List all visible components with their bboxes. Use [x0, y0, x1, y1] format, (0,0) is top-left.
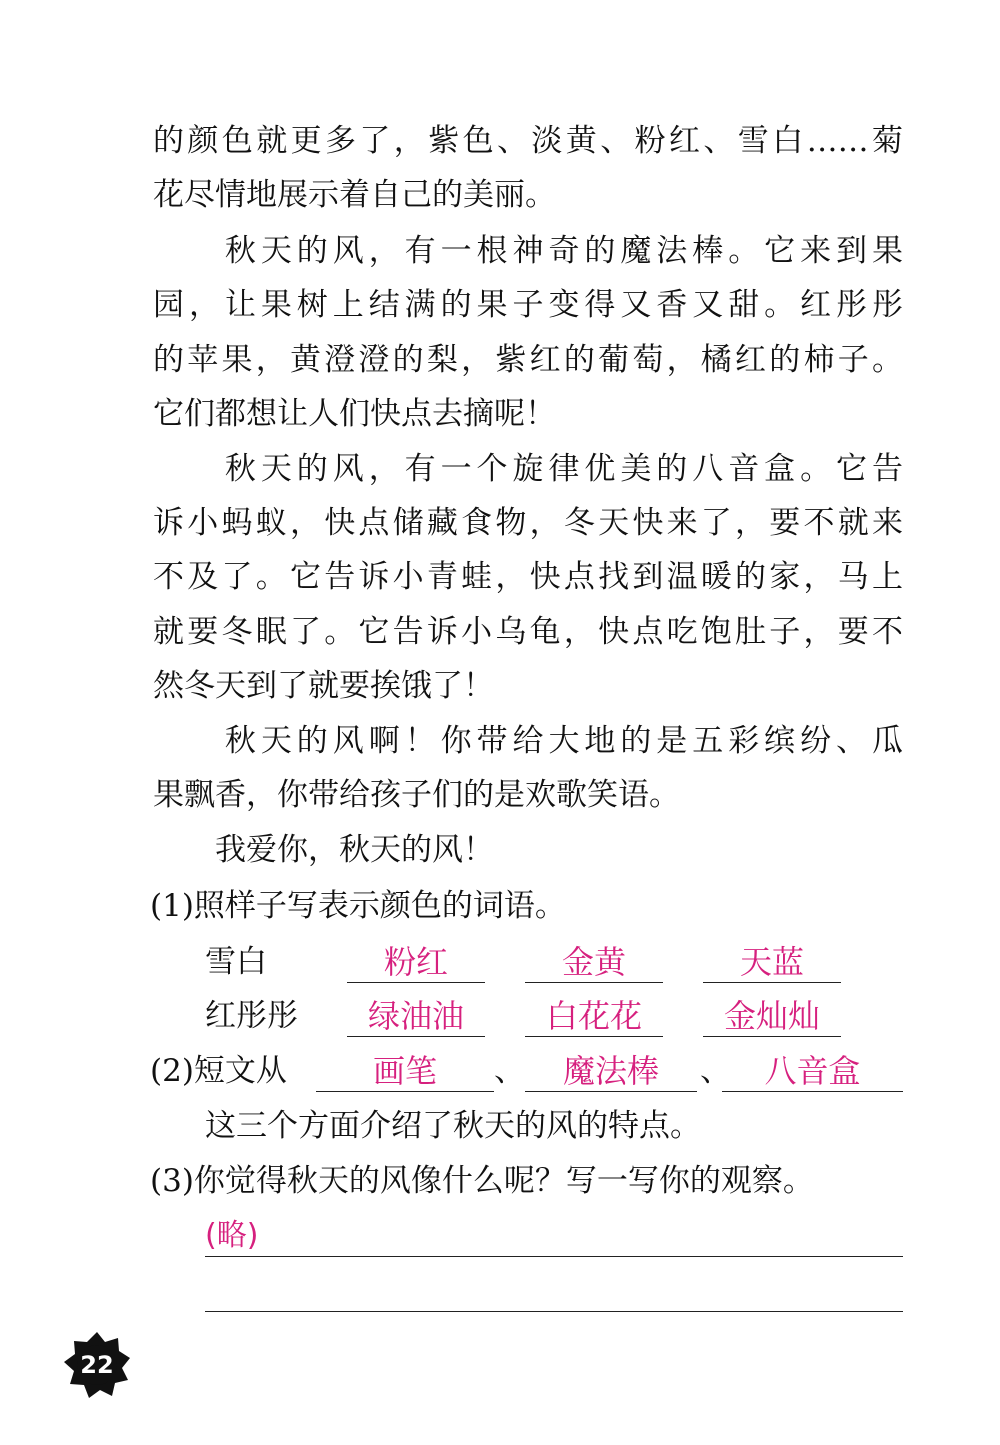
- q2-answer-field[interactable]: 魔法棒: [525, 1051, 697, 1092]
- page-number: 22: [80, 1351, 114, 1379]
- q1-row1-label: 雪白: [205, 944, 267, 980]
- passage-line: 的苹果，黄澄澄的梨，紫红的葡萄，橘红的柿子。: [153, 342, 903, 378]
- passage-line: 花尽情地展示着自己的美丽。: [153, 177, 556, 213]
- passage-line: 我爱你，秋天的风！: [153, 832, 494, 868]
- q1-answer-field[interactable]: 天蓝: [703, 942, 841, 983]
- passage-line: 就要冬眠了。它告诉小乌龟，快点吃饱肚子，要不: [153, 614, 903, 650]
- q3-answer: (略): [205, 1218, 259, 1253]
- passage-line: 园，让果树上结满的果子变得又香又甜。红彤彤: [153, 287, 903, 323]
- q1-answer-field[interactable]: 金灿灿: [703, 996, 841, 1037]
- q2-separator: 、: [494, 1053, 525, 1089]
- q2-prefix: (2)短文从: [150, 1053, 287, 1089]
- passage-line: 然冬天到了就要挨饿了！: [153, 668, 494, 704]
- q2-answer-field[interactable]: 八音盒: [722, 1051, 903, 1092]
- passage-line: 秋天的风啊！你带给大地的是五彩缤纷、瓜: [153, 723, 903, 759]
- passage-line: 诉小蚂蚁，快点储藏食物，冬天快来了，要不就来: [153, 505, 903, 541]
- q3-prompt: (3)你觉得秋天的风像什么呢？写一写你的观察。: [150, 1163, 814, 1199]
- q1-answer-field[interactable]: 粉红: [347, 942, 485, 983]
- passage-line: 不及了。它告诉小青蛙，快点找到温暖的家，马上: [153, 559, 903, 595]
- passage-line: 它们都想让人们快点去摘呢！: [153, 396, 556, 432]
- q1-prompt: (1)照样子写表示颜色的词语。: [150, 888, 566, 924]
- q1-answer-field[interactable]: 白花花: [525, 996, 663, 1037]
- q3-answer-line[interactable]: [205, 1271, 903, 1312]
- q1-answer-field[interactable]: 绿油油: [347, 996, 485, 1037]
- passage-line: 的颜色就更多了，紫色、淡黄、粉红、雪白……菊: [153, 123, 903, 159]
- q2-answer-field[interactable]: 画笔: [316, 1051, 494, 1092]
- q3-answer-line[interactable]: [205, 1216, 903, 1257]
- passage-line: 果飘香，你带给孩子们的是欢歌笑语。: [153, 777, 680, 813]
- q2-suffix: 这三个方面介绍了秋天的风的特点。: [205, 1108, 701, 1144]
- q2-separator: 、: [700, 1053, 731, 1089]
- passage-line: 秋天的风，有一根神奇的魔法棒。它来到果: [153, 233, 903, 269]
- passage-line: 秋天的风，有一个旋律优美的八音盒。它告: [153, 451, 903, 487]
- q1-row2-label: 红彤彤: [205, 998, 298, 1034]
- q1-answer-field[interactable]: 金黄: [525, 942, 663, 983]
